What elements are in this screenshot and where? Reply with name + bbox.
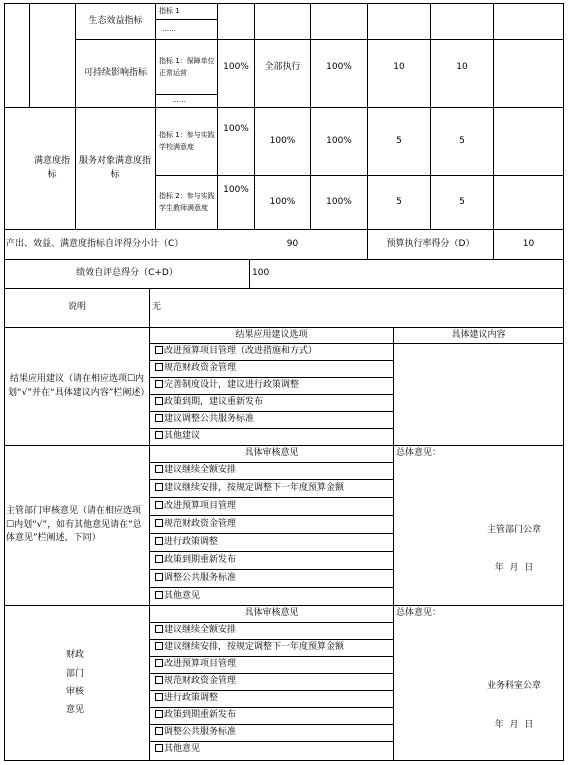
checkbox[interactable]	[155, 573, 163, 581]
dept-options-header: 具体审核意见	[244, 448, 299, 459]
checkbox[interactable]	[155, 591, 163, 599]
results-options-header: 结果应用建议选项	[235, 329, 308, 340]
checkbox[interactable]	[155, 431, 163, 439]
checkbox[interactable]	[155, 380, 163, 388]
service-indicator-label: 服务对象满意度指标	[78, 155, 151, 180]
finance-date-label: 年 月 日	[494, 720, 534, 731]
sat2-target: 100%	[223, 185, 249, 196]
results-label: 结果应用建议（请在相应选项☐内划“√”并在“具体建议内容”栏阐述）	[8, 373, 150, 398]
dept-option[interactable]: 政策到期重新发布	[155, 552, 236, 569]
sat1-actual: 100%	[269, 135, 296, 146]
checkbox[interactable]	[155, 346, 163, 354]
finance-review-label: 财政部门审核意见	[65, 650, 84, 716]
sat1-weight: 5	[396, 135, 402, 146]
finance-option[interactable]: 改进预算项目管理	[155, 656, 236, 673]
dept-option[interactable]: 建议继续全额安排	[155, 462, 236, 479]
finance-option[interactable]: 调整公共服务标准	[155, 724, 236, 741]
sustain-score: 10	[456, 61, 468, 72]
total-score-value: 100	[252, 268, 270, 279]
grid-line	[149, 288, 150, 760]
sustain-actual: 全部执行	[264, 61, 301, 72]
checkbox[interactable]	[155, 727, 163, 735]
grid-line	[4, 3, 5, 761]
checkbox[interactable]	[155, 744, 163, 752]
grid-line	[393, 327, 394, 760]
checkbox[interactable]	[155, 501, 163, 509]
results-option[interactable]: 规范财政资金管理	[155, 360, 236, 377]
grid-line	[29, 3, 30, 107]
finance-option[interactable]: 规范财政资金管理	[155, 673, 236, 690]
checkbox[interactable]	[155, 693, 163, 701]
checkbox[interactable]	[155, 397, 163, 405]
grid-line	[249, 259, 250, 288]
satisfaction-category-label: 满意度指标	[33, 155, 70, 180]
sustain-item-label: 指标 1：保障单位正常运营	[159, 56, 215, 77]
performance-evaluation-table	[4, 3, 564, 761]
checkbox[interactable]	[155, 555, 163, 563]
sat2-item-label: 指标 2：参与实践学生教师满意度	[159, 191, 215, 212]
grid-line	[4, 760, 564, 761]
checkbox[interactable]	[155, 414, 163, 422]
checkbox[interactable]	[155, 676, 163, 684]
sat1-rate: 100%	[326, 135, 352, 146]
dept-option[interactable]: 调整公共服务标准	[155, 570, 236, 587]
grid-line	[563, 3, 564, 761]
sustain-more-label: ……	[172, 96, 186, 105]
checkbox[interactable]	[155, 465, 163, 473]
sat2-rate: 100%	[326, 196, 352, 207]
finance-option[interactable]: 其他意见	[155, 741, 200, 758]
results-option[interactable]: 完善制度设计，建议进行政策调整	[155, 377, 299, 394]
results-content-header: 具体建议内容	[451, 329, 506, 340]
checkbox[interactable]	[155, 519, 163, 527]
subtotal-label: 产出、效益、满意度指标自评得分小计（C）	[6, 238, 184, 249]
grid-line	[155, 3, 156, 229]
sustain-target: 100%	[223, 61, 249, 72]
eco-more-label: ……	[162, 24, 176, 33]
dept-option[interactable]: 其他意见	[155, 588, 200, 605]
finance-option[interactable]: 进行政策调整	[155, 690, 218, 707]
checkbox[interactable]	[155, 710, 163, 718]
sustain-rate: 100%	[326, 61, 352, 72]
finance-option[interactable]: 建议继续安排，按规定调整下一年度预算金额	[155, 639, 344, 656]
eco-indicator-label: 生态效益指标	[88, 15, 143, 26]
finance-option[interactable]: 政策到期重新发布	[155, 707, 236, 724]
results-option[interactable]: 建议调整公共服务标准	[155, 411, 254, 428]
eco-item-label: 指标 1	[159, 6, 180, 15]
dept-seal-label: 主管部门公章	[486, 525, 541, 536]
sat2-score: 5	[459, 196, 465, 207]
sat2-weight: 5	[396, 196, 402, 207]
checkbox[interactable]	[155, 483, 163, 491]
dept-option[interactable]: 规范财政资金管理	[155, 516, 236, 533]
finance-seal-label: 业务科室公章	[486, 681, 541, 692]
dept-review-label: 主管部门审核意见（请在相应选项☐内划“√”，如有其他意见请在“总体意见”栏阐述，下同）	[6, 505, 142, 544]
dept-date-label: 年 月 日	[494, 563, 534, 574]
grid-line	[493, 3, 494, 259]
dept-option[interactable]: 进行政策调整	[155, 534, 218, 551]
sustain-weight: 10	[393, 61, 405, 72]
results-option[interactable]: 其他建议	[155, 428, 200, 445]
budget-rate-value: 10	[522, 238, 535, 249]
checkbox[interactable]	[155, 537, 163, 545]
results-option[interactable]: 政策到期，建议重新发布	[155, 394, 263, 411]
sat1-item-label: 指标 1：参与实践学校满意度	[159, 131, 215, 151]
sat1-score: 5	[459, 135, 465, 146]
note-value: 无	[152, 302, 162, 313]
dept-option[interactable]: 改进预算项目管理	[155, 498, 236, 515]
dept-overall-label: 总体意见：	[396, 448, 442, 459]
finance-option[interactable]: 建议继续全额安排	[155, 622, 236, 639]
subtotal-value: 90	[286, 238, 299, 249]
checkbox[interactable]	[155, 363, 163, 371]
note-label: 说明	[67, 302, 86, 313]
dept-option[interactable]: 建议继续安排，按规定调整下一年度预算金额	[155, 480, 344, 497]
checkbox[interactable]	[155, 625, 163, 633]
sat1-target: 100%	[223, 124, 249, 135]
sat2-actual: 100%	[269, 196, 296, 207]
checkbox[interactable]	[155, 659, 163, 667]
sustain-indicator-label: 可持续影响指标	[83, 67, 147, 78]
results-option[interactable]: 改进预算项目管理（改进措施和方式）	[155, 343, 317, 360]
total-score-label: 绩效自评总得分（C+D）	[76, 268, 178, 279]
finance-overall-label: 总体意见：	[396, 608, 442, 619]
finance-options-header: 具体审核意见	[244, 608, 299, 619]
budget-rate-label: 预算执行率得分（D）	[386, 238, 475, 249]
checkbox[interactable]	[155, 642, 163, 650]
